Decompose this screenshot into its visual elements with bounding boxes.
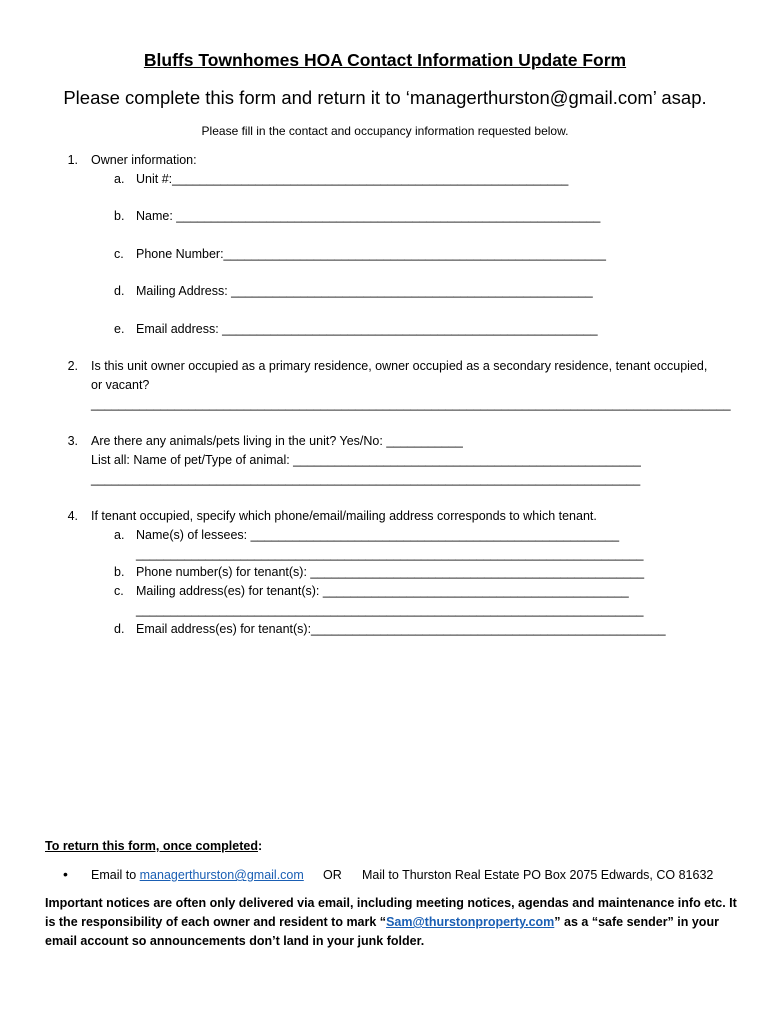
q4a-letter: a. bbox=[114, 528, 125, 542]
q1-number: 1. bbox=[67, 153, 78, 167]
q3-number: 3. bbox=[67, 434, 78, 448]
owner-email-field[interactable]: Email address: ______________________________________________________ bbox=[136, 322, 598, 336]
q2-question-cont: or vacant? bbox=[91, 378, 150, 392]
q1-label: Owner information: bbox=[91, 153, 197, 167]
notice-line-1: Important notices are often only delivered via email, including meeting notices, agendas and maintenance info etc. It bbox=[45, 896, 737, 910]
owner-phone-field[interactable]: Phone Number:_______________________________________________________ bbox=[136, 247, 606, 261]
notice-line-2 bbox=[45, 915, 719, 929]
q4-number: 4. bbox=[67, 509, 78, 523]
lessee-names-field[interactable]: Name(s) of lessees: _____________________________________________________ bbox=[136, 528, 620, 542]
return-heading bbox=[45, 839, 262, 853]
q4d-letter: d. bbox=[114, 622, 125, 636]
bullet-icon: • bbox=[63, 866, 68, 882]
q1d-letter: d. bbox=[114, 284, 125, 298]
mail-address-text: Mail to Thurston Real Estate PO Box 2075 Edwards, CO 81632 bbox=[362, 868, 714, 882]
return-email-line bbox=[91, 868, 304, 882]
lessee-names-field-cont[interactable]: _________________________________________________________________________ bbox=[136, 547, 644, 561]
email-prefix: Email to bbox=[91, 868, 140, 882]
tenant-mailing-address-field[interactable]: Mailing address(es) for tenant(s): ____________________________________________ bbox=[136, 584, 629, 598]
q4c-letter: c. bbox=[114, 584, 124, 598]
notice-line-2-suffix: ” as a “safe sender” in your bbox=[554, 915, 719, 929]
notice-line-3: email account so announcements don’t land in your junk folder. bbox=[45, 934, 425, 948]
q2-number: 2. bbox=[67, 359, 78, 373]
return-heading-text: To return this form, once completed bbox=[45, 839, 258, 853]
q1b-letter: b. bbox=[114, 209, 125, 223]
q1a-letter: a. bbox=[114, 172, 125, 186]
occupancy-answer-field[interactable]: ____________________________________________________________________________________________ bbox=[91, 397, 731, 411]
q2-question: Is this unit owner occupied as a primary residence, owner occupied as a secondary residence, tenant occupied, bbox=[91, 359, 708, 373]
tenant-mailing-address-field-cont[interactable]: _________________________________________________________________________ bbox=[136, 603, 644, 617]
tenant-phone-field[interactable]: Phone number(s) for tenant(s): ________________________________________________ bbox=[136, 565, 645, 579]
q1c-letter: c. bbox=[114, 247, 124, 261]
q4-label: If tenant occupied, specify which phone/email/mailing address corresponds to which tenant. bbox=[91, 509, 597, 523]
q4b-letter: b. bbox=[114, 565, 125, 579]
unit-number-field[interactable]: Unit #:_________________________________________________________ bbox=[136, 172, 569, 186]
form-subtitle: Please complete this form and return it to ‘managerthurston@gmail.com’ asap. bbox=[63, 87, 707, 108]
manager-email-link[interactable]: managerthurston@gmail.com bbox=[139, 868, 304, 882]
owner-mailing-address-field[interactable]: Mailing Address: ____________________________________________________ bbox=[136, 284, 593, 298]
pets-list-field[interactable]: List all: Name of pet/Type of animal: __________________________________________________ bbox=[91, 453, 641, 467]
notice-line-2-prefix: is the responsibility of each owner and resident to mark “ bbox=[45, 915, 387, 929]
q1e-letter: e. bbox=[114, 322, 125, 336]
tenant-email-field[interactable]: Email address(es) for tenant(s):___________________________________________________ bbox=[136, 622, 666, 636]
form-title: Bluffs Townhomes HOA Contact Information Update Form bbox=[143, 50, 627, 70]
form-intro: Please fill in the contact and occupancy information requested below. bbox=[201, 124, 569, 138]
pets-list-field-cont[interactable]: _______________________________________________________________________________ bbox=[91, 472, 641, 486]
safe-sender-email-link[interactable]: Sam@thurstonproperty.com bbox=[386, 915, 555, 929]
owner-name-field[interactable]: Name: _____________________________________________________________ bbox=[136, 209, 601, 223]
return-heading-colon: : bbox=[257, 839, 263, 853]
pets-yes-no-field[interactable]: Are there any animals/pets living in the unit? Yes/No: ___________ bbox=[91, 434, 463, 448]
or-text: OR bbox=[323, 868, 342, 882]
